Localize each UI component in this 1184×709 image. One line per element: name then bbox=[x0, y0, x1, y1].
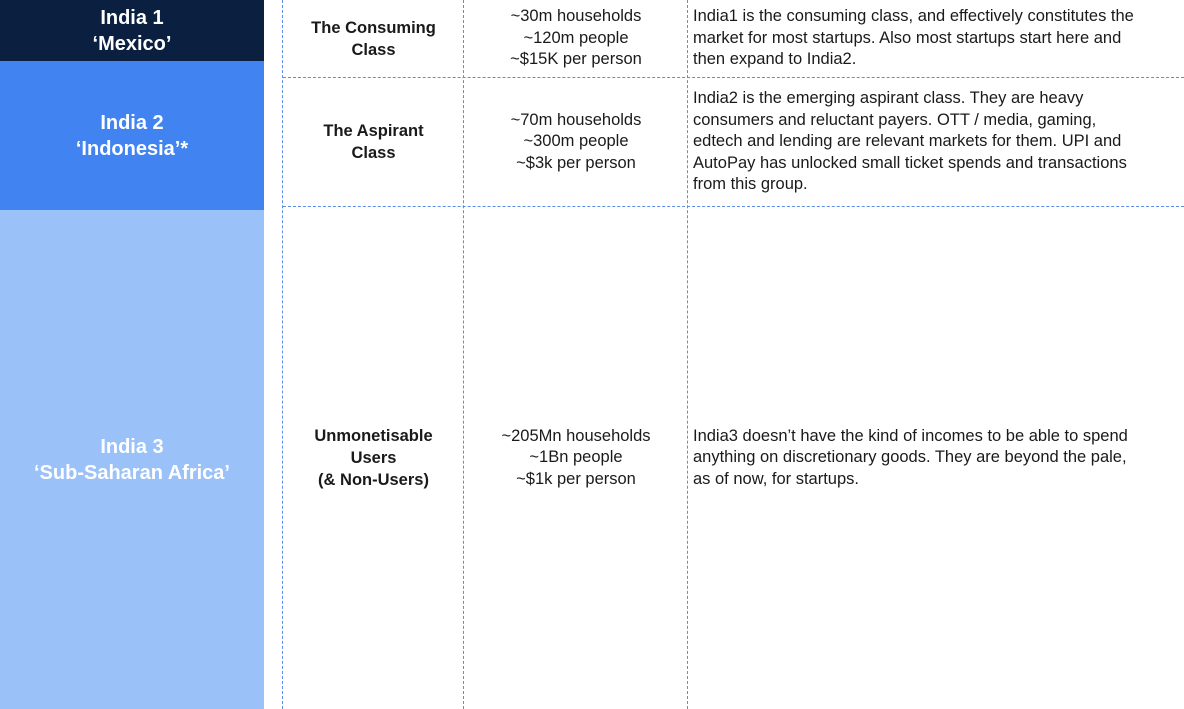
households-stat: ~30m households bbox=[510, 7, 642, 26]
households-stat: ~205Mn households bbox=[501, 426, 651, 445]
class-name-line: Class bbox=[351, 40, 396, 59]
description-cell bbox=[693, 78, 1181, 206]
class-name-cell bbox=[284, 78, 463, 206]
class-name-line: Unmonetisable bbox=[314, 427, 433, 445]
class-name-line: The Consuming bbox=[311, 18, 436, 37]
income-stat: ~$3k per person bbox=[516, 153, 636, 172]
segment-india-3 bbox=[0, 210, 264, 709]
class-name-line: (& Non-Users) bbox=[318, 471, 429, 489]
description-cell bbox=[693, 207, 1181, 709]
income-stat: ~$1k per person bbox=[516, 469, 636, 488]
column-divider bbox=[463, 0, 464, 709]
income-stat: ~$15K per person bbox=[510, 50, 642, 69]
people-stat: ~1Bn people bbox=[529, 448, 623, 467]
segment-india-2 bbox=[0, 61, 264, 210]
stats-cell bbox=[465, 0, 687, 77]
class-name-line: Class bbox=[351, 144, 396, 162]
segment-alias: ‘Sub-Saharan Africa’ bbox=[34, 461, 230, 484]
segment-alias: ‘Indonesia’* bbox=[75, 137, 189, 160]
class-name-cell bbox=[284, 207, 463, 709]
description-text: India2 is the emerging aspirant class. They are heavy consumers and reluctant payers. OTT / media, gaming, edtech and lending are relevant markets for them. UPI and AutoPay has unlocked small ticket spends and transactions from this group. bbox=[693, 89, 1127, 194]
description-text: India1 is the consuming class, and effectively constitutes the market for most startups. Also most startups start here and then expand to India2. bbox=[693, 7, 1134, 69]
segment-title: India 1 bbox=[100, 6, 164, 29]
segment-india-1 bbox=[0, 0, 264, 61]
column-divider bbox=[282, 0, 283, 709]
class-name-cell bbox=[284, 0, 463, 77]
segment-title: India 3 bbox=[100, 435, 164, 458]
description-text: India3 doesn’t have the kind of incomes to be able to spend anything on discretionary goods. They are beyond the pale, as of now, for startups. bbox=[693, 426, 1128, 488]
description-cell bbox=[693, 0, 1181, 77]
people-stat: ~120m people bbox=[523, 28, 629, 47]
stats-cell bbox=[465, 78, 687, 206]
segment-title: India 2 bbox=[100, 111, 164, 134]
households-stat: ~70m households bbox=[510, 110, 642, 129]
segment-alias: ‘Mexico’ bbox=[92, 32, 172, 55]
stats-cell bbox=[465, 207, 687, 709]
class-name-line: The Aspirant bbox=[323, 122, 424, 140]
column-divider bbox=[687, 0, 688, 709]
people-stat: ~300m people bbox=[523, 132, 629, 151]
class-name-line: Users bbox=[350, 449, 397, 467]
